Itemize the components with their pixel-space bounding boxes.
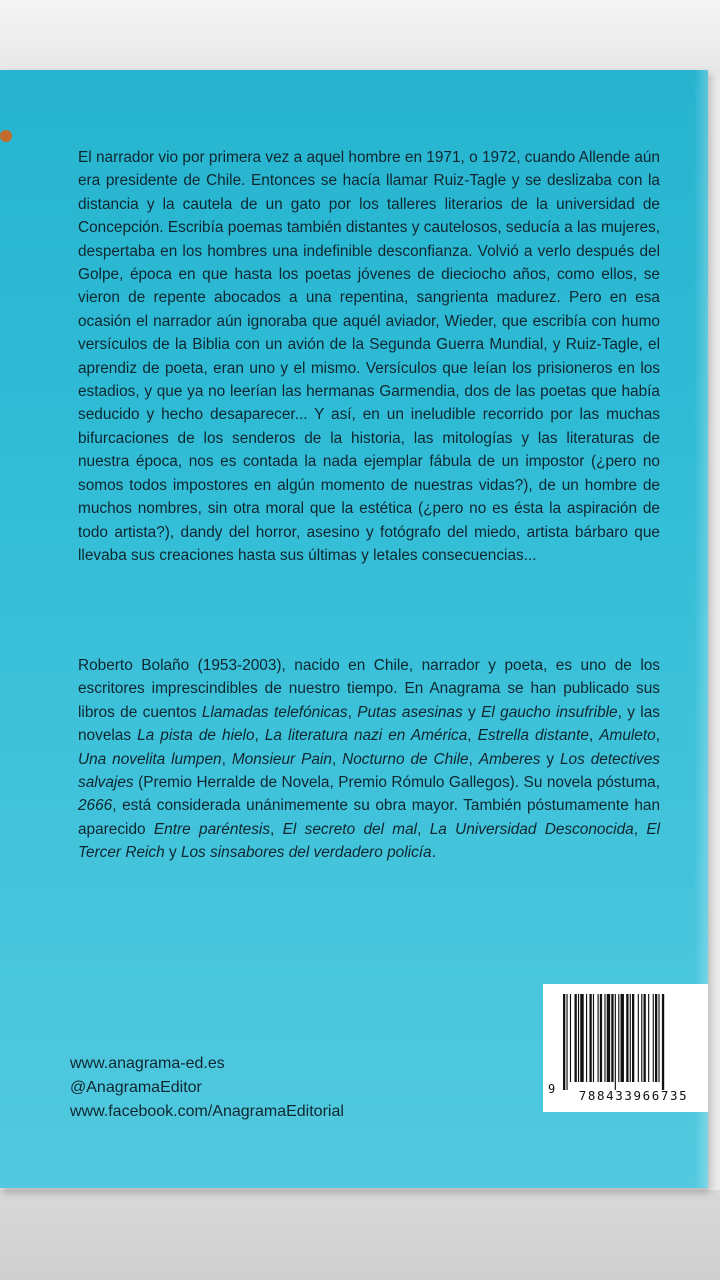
bio-text: Roberto Bolaño (1953-2003), nacido en Chile, narrador y poeta, es uno de los escritores imprescindibles de nuestro tiempo. En Anagrama se han publicado sus libros de cuentos <box>78 657 660 721</box>
barcode-bar <box>566 994 567 1090</box>
barcode-bar <box>621 994 624 1082</box>
table-surface-bottom <box>0 1190 720 1280</box>
barcode-bar <box>575 994 577 1082</box>
bio-text: , <box>417 820 430 838</box>
bio-text: , <box>270 820 283 838</box>
bio-text: . <box>431 844 436 862</box>
barcode-bar <box>655 994 657 1082</box>
blurb-paragraph: El narrador vio por primera vez a aquel hombre en 1971, o 1972, cuando Allende aún era presidente de Chile. Entonces se hacía llamar Ruiz-Tagle y se deslizaba con la distancia y la cautela de un gato por los talleres literarios de la universidad de Concepción. Escribía poemas también distantes y cautelosos, seducía a las mujeres, despertaba en los hombres una indefinible desconfianza. Volvió a verlo después del Golpe, época en que hasta los poetas jóvenes de dieciocho años, como ellos, se vieron de repente abocados a una repentina, sangrienta madurez. Pero en esa ocasión el narrador aún ignoraba que aquél aviador, Wieder, que escribía con humo versículos de la Biblia con un avión de la Segunda Guerra Mundial, y Ruiz-Tagle, el aprendiz de poeta, eran uno y el mismo. Versículos que leían los prisioneros en los estadios, y que ya no leerían las hermanas Garmendia, dos de las poetas que había seducido y hecho desaparecer... Y así, en un ineludible recorrido por las muchas bifurcaciones de los senderos de la historia, las mitologías y las literaturas de nuestra época, nos es contada la nada ejemplar fábula de un impostor (¿pero no somos todos impostores en algún momento de nuestras vidas?), de un hombre de muchos nombres, sin otra moral que la estética (¿pero no es ésta la aspiración de todo artista?), dandy del horror, asesino y fotógrafo del miedo, artista bárbaro que llevaba sus creaciones hasta sus últimas y letales consecuencias... <box>78 149 660 564</box>
bio-text: y <box>540 750 560 768</box>
barcode-bar <box>653 994 654 1082</box>
book-title: Estrella distante <box>477 727 589 745</box>
bio-text: , <box>655 727 660 745</box>
bio-text: y <box>164 844 181 862</box>
book-title: El Tercer Reich <box>78 820 661 862</box>
barcode-bar <box>586 994 587 1082</box>
barcode-bar <box>644 994 646 1082</box>
book-title: Entre paréntesis <box>153 820 271 838</box>
book-title: Monsieur Pain <box>231 750 332 768</box>
book-title: Nocturno de Chile <box>342 750 469 768</box>
author-bio-paragraph <box>78 654 660 865</box>
barcode-bar <box>641 994 642 1082</box>
bio-text: (Premio Herralde de Novela, Premio Rómulo Gallegos). Su novela póstuma, <box>133 774 660 792</box>
bio-text: , <box>468 750 479 768</box>
book-title: La Universidad Desconocida <box>429 820 634 838</box>
book-title: La literatura nazi en América <box>264 727 468 745</box>
book-title: Una novelita lumpen <box>78 750 222 768</box>
barcode-bar <box>611 994 613 1082</box>
isbn-barcode <box>543 984 708 1112</box>
barcode-bar <box>615 994 616 1090</box>
book-title: Los detectives salvajes <box>78 750 661 792</box>
barcode-digits: 788433966735 <box>578 1088 689 1103</box>
barcode-bar <box>598 994 599 1082</box>
website-url: www.anagrama-ed.es <box>70 1055 225 1072</box>
bio-text: , <box>633 820 647 838</box>
book-title: El gaucho insufrible <box>481 703 618 721</box>
bio-text: , <box>221 750 232 768</box>
barcode-bars <box>561 994 701 1090</box>
barcode-bar <box>658 994 659 1082</box>
barcode-bar <box>580 994 583 1082</box>
book-title: Amberes <box>478 750 541 768</box>
barcode-bar <box>632 994 634 1082</box>
bio-text: , <box>347 703 358 721</box>
barcode-bar <box>638 994 639 1082</box>
stain-spot <box>0 130 12 142</box>
book-back-cover <box>0 70 708 1188</box>
bio-text: y <box>462 703 482 721</box>
bio-text: , <box>467 727 478 745</box>
barcode-bar <box>630 994 631 1082</box>
bio-text: , <box>254 727 265 745</box>
bio-text: , <box>588 727 600 745</box>
barcode-bar <box>626 994 628 1082</box>
table-surface-top <box>0 0 720 80</box>
book-title: Llamadas telefónicas <box>201 703 348 721</box>
book-title: El secreto del mal <box>282 820 418 838</box>
author-bio <box>78 654 660 865</box>
barcode-bar <box>578 994 579 1082</box>
barcode-lead-digit: 9 <box>548 1082 556 1096</box>
blurb-text <box>78 146 660 567</box>
book-title: Putas asesinas <box>357 703 463 721</box>
book-title: 2666 <box>78 797 113 815</box>
bio-text: , y las novelas <box>78 703 660 745</box>
publisher-links <box>70 1052 344 1124</box>
bio-text: , está considerada unánimemente su obra mayor. También póstumamente han aparecido <box>78 797 660 838</box>
barcode-bar <box>607 994 610 1082</box>
barcode-bar <box>600 994 602 1082</box>
barcode-bar <box>589 994 591 1082</box>
barcode-bar <box>604 994 605 1082</box>
book-title: Amuleto <box>599 727 656 745</box>
book-title: Los sinsabores del verdadero policía <box>180 844 432 862</box>
barcode-bar <box>563 994 565 1090</box>
bio-text: , <box>331 750 343 768</box>
barcode-bar <box>662 994 664 1090</box>
facebook-url: www.facebook.com/AnagramaEditorial <box>70 1103 344 1120</box>
twitter-handle: @AnagramaEditor <box>70 1079 202 1096</box>
barcode-bar <box>570 994 571 1082</box>
barcode-bar <box>618 994 619 1082</box>
barcode-bar <box>593 994 594 1082</box>
book-title: La pista de hielo <box>137 727 255 745</box>
barcode-bar <box>648 994 649 1082</box>
